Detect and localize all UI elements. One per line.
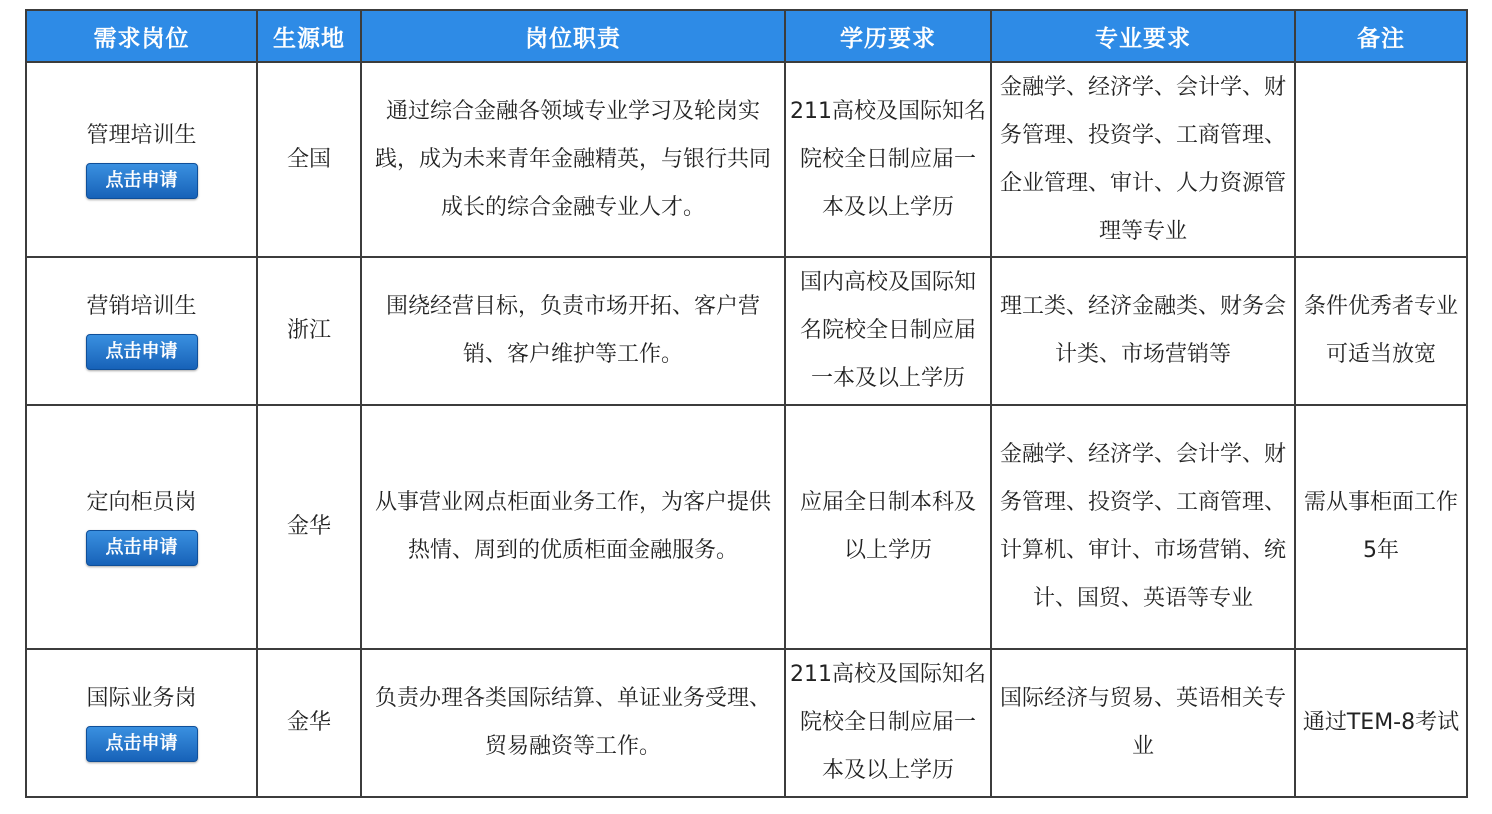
- major-text: 理工类、经济金融类、财务会计类、市场营销等: [999, 294, 1286, 367]
- education-cell: [785, 257, 991, 405]
- duties-cell: [361, 62, 785, 257]
- position-cell: [26, 405, 257, 649]
- origin-text: 浙江: [286, 318, 331, 343]
- origin-cell: [257, 405, 361, 649]
- position-name: 营销培训生: [86, 294, 197, 319]
- origin-cell: [257, 257, 361, 405]
- header-remarks: 备注: [1295, 10, 1467, 62]
- origin-cell: [257, 62, 361, 257]
- education-text: 国内高校及国际知名院校全日制应届一本及以上学历: [799, 270, 976, 391]
- position-cell: [26, 257, 257, 405]
- origin-text: 金华: [286, 710, 331, 735]
- table-row: [26, 405, 1467, 649]
- position-cell: [26, 649, 257, 797]
- header-major: 专业要求: [991, 10, 1295, 62]
- remarks-cell: [1295, 405, 1467, 649]
- table-row: [26, 257, 1467, 405]
- major-cell: [991, 649, 1295, 797]
- education-cell: [785, 649, 991, 797]
- major-text: 金融学、经济学、会计学、财务管理、投资学、工商管理、企业管理、审计、人力资源管理等专业: [999, 74, 1286, 244]
- table-row: [26, 62, 1467, 257]
- position-name: 定向柜员岗: [86, 490, 197, 515]
- education-text: 应届全日制本科及以上学历: [799, 490, 976, 563]
- origin-text: 金华: [286, 514, 331, 539]
- duties-text: 通过综合金融各领域专业学习及轮岗实践，成为未来青年金融精英，与银行共同成长的综合金融专业人才。: [374, 98, 771, 220]
- table-row: [26, 649, 1467, 797]
- education-text: 211高校及国际知名院校全日制应届一本及以上学历: [790, 662, 986, 783]
- apply-button[interactable]: 点击申请: [86, 334, 198, 370]
- remarks-cell: [1295, 62, 1467, 257]
- remarks-cell: [1295, 257, 1467, 405]
- header-education: 学历要求: [785, 10, 991, 62]
- duties-cell: [361, 405, 785, 649]
- origin-text: 全国: [286, 146, 331, 172]
- header-origin: 生源地: [257, 10, 361, 62]
- education-text: 211高校及国际知名院校全日制应届一本及以上学历: [790, 98, 986, 220]
- major-text: 金融学、经济学、会计学、财务管理、投资学、工商管理、计算机、审计、市场营销、统计、国贸、英语等专业: [999, 442, 1286, 611]
- major-cell: [991, 405, 1295, 649]
- remarks-text: 条件优秀者专业可适当放宽: [1303, 294, 1458, 367]
- remarks-text: 需从事柜面工作5年: [1303, 490, 1458, 563]
- apply-button[interactable]: 点击申请: [86, 163, 198, 199]
- major-cell: [991, 62, 1295, 257]
- job-requirements-table: [25, 9, 1468, 798]
- header-duties: 岗位职责: [361, 10, 785, 62]
- position-name: 管理培训生: [86, 122, 197, 148]
- remarks-cell: [1295, 649, 1467, 797]
- table-header-row: [26, 10, 1467, 62]
- origin-cell: [257, 649, 361, 797]
- apply-button[interactable]: 点击申请: [86, 530, 198, 566]
- duties-cell: [361, 649, 785, 797]
- remarks-text: 通过TEM-8考试: [1302, 710, 1460, 735]
- major-text: 国际经济与贸易、英语相关专业: [999, 686, 1286, 759]
- position-cell: [26, 62, 257, 257]
- header-position: 需求岗位: [26, 10, 257, 62]
- education-cell: [785, 405, 991, 649]
- education-cell: [785, 62, 991, 257]
- apply-button[interactable]: 点击申请: [86, 726, 198, 762]
- duties-text: 围绕经营目标，负责市场开拓、客户营销、客户维护等工作。: [385, 294, 760, 367]
- duties-text: 从事营业网点柜面业务工作，为客户提供热情、周到的优质柜面金融服务。: [374, 490, 771, 563]
- job-table-container: [25, 9, 1468, 798]
- position-name: 国际业务岗: [86, 686, 197, 711]
- major-cell: [991, 257, 1295, 405]
- duties-cell: [361, 257, 785, 405]
- duties-text: 负责办理各类国际结算、单证业务受理、贸易融资等工作。: [374, 686, 771, 759]
